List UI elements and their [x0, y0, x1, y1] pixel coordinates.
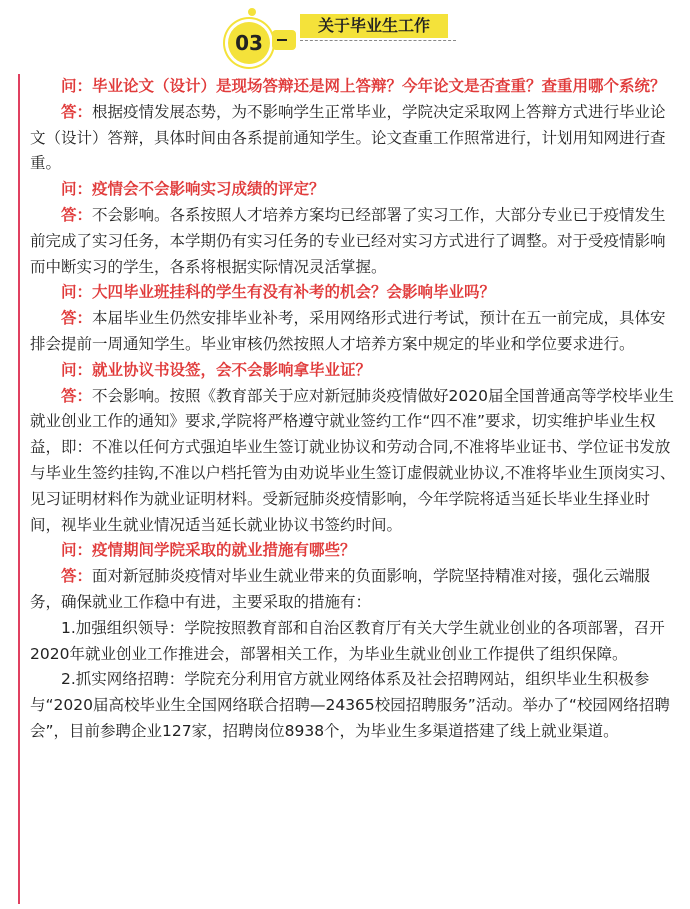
title-underline — [300, 40, 456, 41]
answer — [30, 564, 678, 616]
question — [30, 358, 678, 384]
answer-label: 答： — [61, 309, 93, 328]
question-label: 问： — [61, 77, 93, 95]
question-text: 就业协议书设签，会不会影响拿毕业证？ — [92, 360, 372, 379]
answer-text: 根据疫情发展态势，为不影响学生正常毕业，学院决定采取网上答辩方式进行毕业论文（设计）答辩，具体时间由各系提前通知学生。论文查重工作照常进行，计划用知网进行查重。 — [30, 102, 666, 173]
question-label: 问： — [61, 541, 93, 560]
section-number: 03 — [235, 31, 263, 55]
question-text: 毕业论文（设计）是现场答辩还是网上答辩？今年论文是否查重？查重用哪个系统？ — [92, 77, 666, 95]
question — [30, 177, 678, 203]
question-text: 大四毕业班挂科的学生有没有补考的机会？会影响毕业吗？ — [92, 283, 496, 302]
answer-label: 答： — [61, 567, 93, 586]
answer-text: 本届毕业生仍然安排毕业补考，采用网络形式进行考试，预计在五一前完成，具体安排会提前一周通知学生。毕业审核仍然按照人才培养方案中规定的毕业和学位要求进行。 — [30, 309, 666, 353]
question-label: 问： — [61, 360, 93, 379]
question — [30, 74, 678, 100]
answer — [30, 203, 678, 280]
badge-tail-dash — [277, 39, 287, 41]
answer-label: 答： — [61, 386, 93, 405]
answer — [30, 306, 678, 358]
answer-text: 不会影响。按照《教育部关于应对新冠肺炎疫情做好2020届全国普通高等学校毕业生就业创业工作的通知》要求,学院将严格遵守就业签约工作“四不准”要求，切实维护毕业生权益，即：不准以任何方式强迫毕业生签订就业协议和劳动合同,不准将毕业证书、学位证书发放与毕业生签约挂钩,不准以户档托管为由劝说毕业生签订虚假就业协议,不准将毕业生顶岗实习、见习证明材料作为就业证明材料。受新冠肺炎疫情影响，今年学院将适当延长毕业生择业时间，视毕业生就业情况适当延长就业协议书签约时间。 — [30, 386, 676, 534]
measure-item: 1.加强组织领导：学院按照教育部和自治区教育厅有关大学生就业创业的各项部署，召开2020年就业创业工作推进会，部署相关工作，为毕业生就业创业工作提供了组织保障。 — [30, 618, 665, 663]
qa-content — [18, 74, 678, 904]
question-text: 疫情会不会影响实习成绩的评定？ — [92, 180, 325, 199]
question-label: 问： — [61, 180, 93, 199]
answer-text: 不会影响。各系按照人才培养方案均已经部署了实习工作，大部分专业已于疫情发生前完成了实习任务，本学期仍有实习任务的专业已经对实习方式进行了调整。对于受疫情影响而中断实习的学生，各系将根据实际情况灵活掌握。 — [30, 205, 666, 276]
question-label: 问： — [61, 283, 93, 302]
section-header — [0, 0, 690, 74]
measure-item: 2.抓实网络招聘：学院充分利用官方就业网络体系及社会招聘网站，组织毕业生积极参与“2020届高校毕业生全国网络联合招聘—24365校园招聘服务”活动。举办了“校园网络招聘会”，目前参聘企业127家，招聘岗位8938个，为毕业生多渠道搭建了线上就业渠道。 — [30, 670, 670, 740]
answer-label: 答： — [61, 205, 93, 224]
answer-label: 答： — [61, 102, 93, 121]
section-title: 关于毕业生工作 — [300, 14, 448, 38]
question — [30, 538, 678, 564]
answer — [30, 384, 678, 539]
answer-text: 面对新冠肺炎疫情对毕业生就业带来的负面影响，学院坚持精准对接，强化云端服务，确保就业工作稳中有进，主要采取的措施有： — [30, 567, 651, 611]
badge-dot — [248, 8, 256, 16]
question-text: 疫情期间学院采取的就业措施有哪些？ — [92, 541, 356, 560]
question — [30, 280, 678, 306]
answer — [30, 100, 678, 177]
